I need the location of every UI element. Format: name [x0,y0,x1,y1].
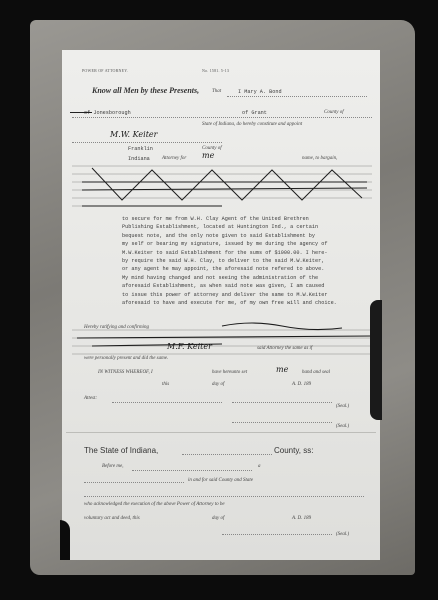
that-label: That [212,89,222,94]
signature-line-1 [232,402,332,403]
attest-label: Attest: [84,396,98,401]
section-divider [66,432,376,433]
attorney-for: Attorney for [162,156,187,161]
county2-label: County of [202,146,222,151]
crossed-out-clause [72,160,372,212]
signature-line-2 [232,422,332,423]
title-line [84,482,184,483]
body-line: aforesaid to have and execute for me, of my own free will and choice. [122,300,337,307]
hand-and-seal: hand and seal [302,370,331,375]
in-and-for: in and for said County and State [188,478,253,483]
state-indiana: Indiana [128,156,150,162]
state-line: State of Indiana, do hereby constitute and appoint [202,122,303,127]
form-title: POWER OF ATTORNEY. [82,68,129,73]
body-line: or any agent he may appoint, the aforesaid note refered to above. [122,266,325,273]
body-line: to issue this power of attorney and deliver the same to M.W.Keiter [122,291,328,298]
county-franklin: Franklin [128,146,153,152]
body-line: bequest note, and the only note given to said Establishment by [122,232,316,239]
ack-signature-line [222,534,332,535]
power-of-attorney-document [62,50,380,560]
this-label: this [162,382,170,387]
strike-of [70,112,92,113]
body-line: M.W.Keiter to said Establishment for the sums of $1000.00. I here- [122,249,328,256]
witness-line: IN WITNESS WHEREOF, I [98,370,153,375]
said-attorney-line: said Attorney the same as if [257,346,313,351]
know-all-heading: Know all Men by these Presents, [92,86,200,95]
state-of-indiana-title: The State of Indiana, [84,446,159,455]
seal-2: (Seal.) [336,424,350,429]
appointee-handwritten: M.W. Keiter [110,130,158,139]
before-me: Before me, [102,464,124,469]
body-line: by require the said W.H. Clay, to deliver to the said M.W.Keiter, [122,258,325,265]
seal-1: (Seal.) [336,404,350,409]
name-blank-line [84,496,364,497]
ack-seal: (Seal.) [336,532,350,537]
county-blank [182,454,272,455]
have-hereunto: have hereunto set [212,370,248,375]
appointee-line [72,142,222,143]
personally-present: were personally present and did the same. [84,356,169,361]
form-number: No. 1581. 5-13 [202,68,230,73]
name-line: name, to bargain, [302,156,338,161]
of-town: of Jonesborough [84,110,131,116]
a-label: a [258,464,261,469]
body-line: My mind having changed and not seeing the administration of the [122,274,319,281]
voluntary-act: voluntary act and deed, this [84,516,140,521]
body-line: my self or bearing my signature, issued by me during the agency of [122,241,328,248]
town-line [72,117,372,118]
county-grant: of Grant [242,110,267,116]
struck-clause [72,320,372,356]
typed-body [122,215,337,307]
principal-name: I Mary A. Bond [238,89,282,95]
attest-line [112,402,222,403]
signature-keiter: M.F. Keiter [167,342,212,351]
body-line: to secure for me from W.H. Clay Agent of the United Brethren [122,216,309,222]
torn-edge [60,520,70,560]
county-label: County of [324,110,344,115]
who-acknowledged: who acknowledged the execution of the above Power of Attorney to be [84,502,225,507]
principal-line [227,96,367,97]
body-line: aforesaid Establishment, as when said note was given, I am caused [122,283,325,290]
me-handwritten: me [202,151,215,160]
torn-edge-right [370,300,382,420]
county-ss: County, ss: [274,446,314,455]
ack-day-of: day of [212,516,225,521]
ratifying-line: Hereby ratifying and confirming [84,325,149,330]
body-line: Publishing Establishment, located at Huntington Ind., a certain [122,224,319,231]
ack-year: A. D. 189 [292,516,312,521]
my-handwritten: me [276,365,289,374]
year-label: A. D. 189 [292,382,312,387]
typed-body-lines [122,215,337,307]
day-of-label: day of [212,382,225,387]
before-me-line [132,470,252,471]
